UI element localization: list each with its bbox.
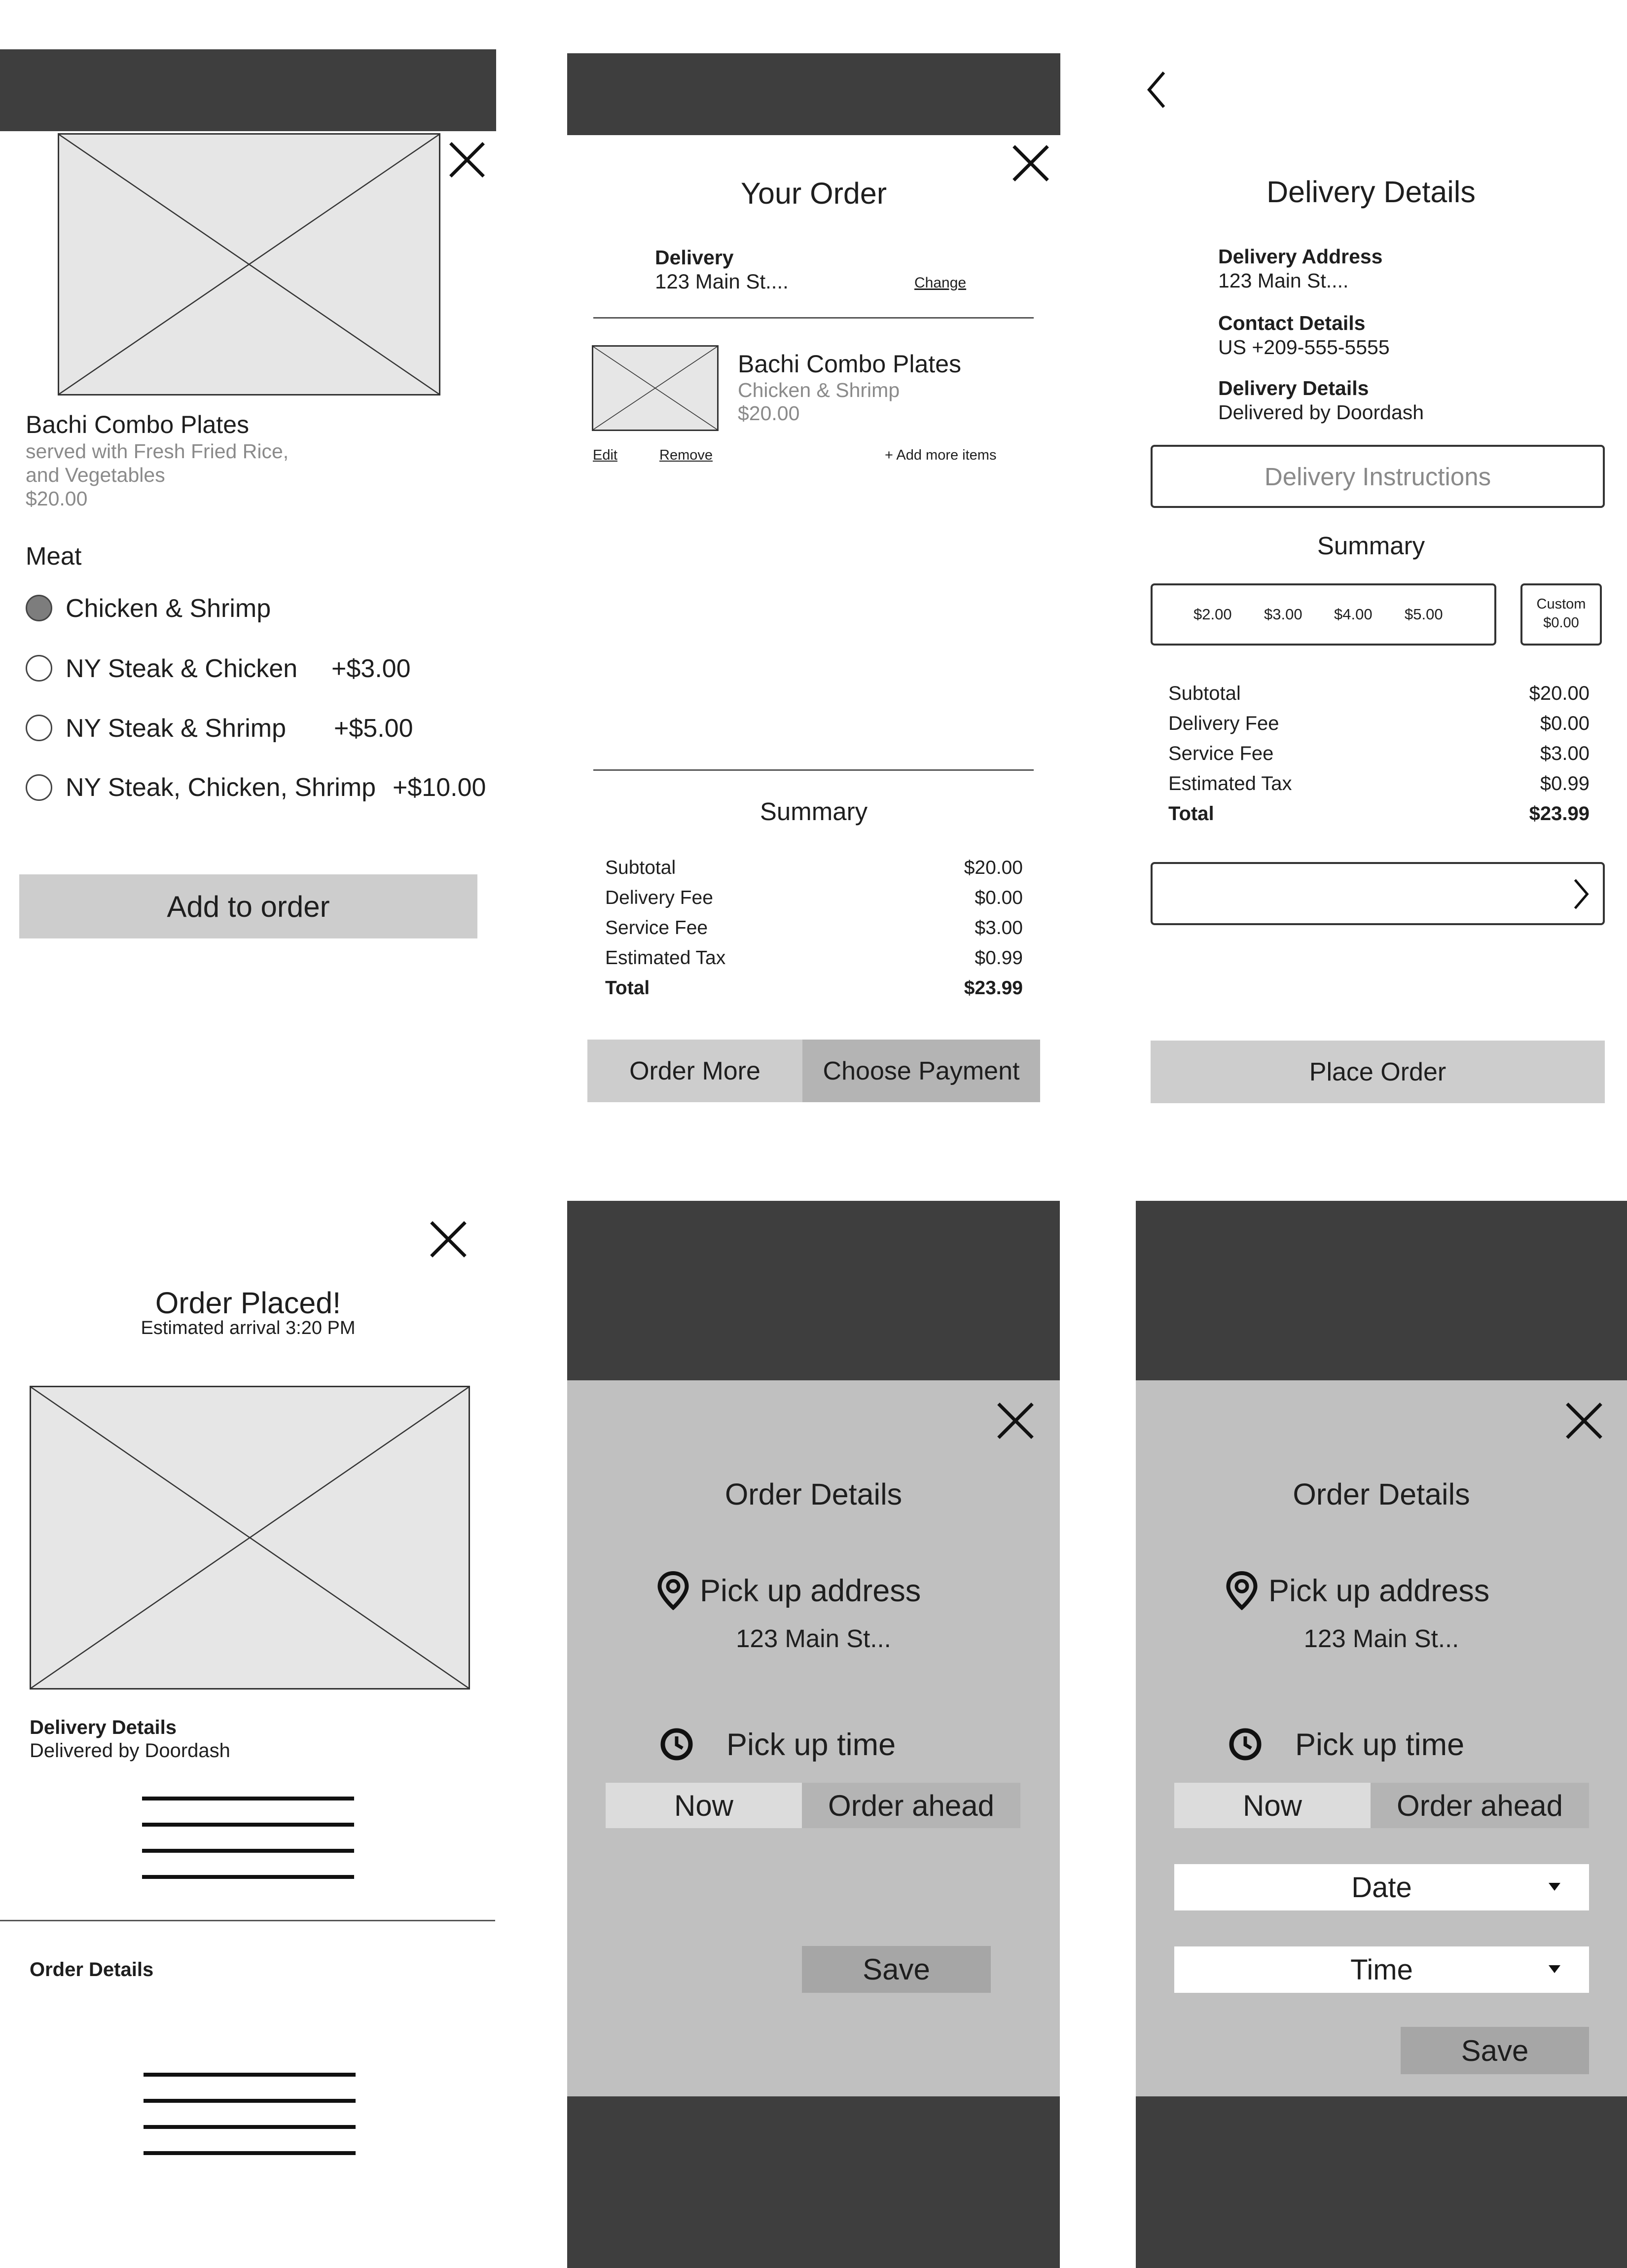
save-button[interactable] [802,1946,991,1993]
item-price: $20.00 [738,402,800,425]
details-label: Delivery Details [30,1717,177,1738]
dimmed-backdrop [567,2096,1060,2268]
summary-label: Estimated Tax [1168,773,1292,794]
summary-label: Subtotal [605,857,676,878]
product-description: and Vegetables [26,464,165,486]
page-title: Delivery Details [1266,175,1476,209]
pickup-time-label: Pick up time [1295,1728,1465,1762]
tab-now[interactable] [606,1783,802,1828]
radio-button[interactable] [26,595,52,621]
summary-total-label: Total [1168,803,1214,825]
summary-label: Subtotal [1168,683,1241,704]
tip-option[interactable]: $5.00 [1405,606,1443,623]
modal-title: Order Details [1293,1477,1470,1511]
summary-title: Summary [759,797,868,826]
location-pin-icon [656,1571,690,1610]
button-label: Order More [629,1056,760,1085]
tab-label: Now [1242,1789,1302,1822]
item-variant: Chicken & Shrimp [738,379,900,401]
dimmed-backdrop [1136,1201,1627,1380]
close-icon[interactable] [427,1218,470,1260]
delivery-instructions-input[interactable] [1151,445,1605,508]
address-label: Delivery Address [1218,245,1383,268]
summary-value: $0.00 [975,887,1023,908]
summary-title: Summary [1317,532,1425,560]
status-bar [567,53,1060,135]
dropdown-arrow-icon [1548,1883,1561,1891]
contact-phone: US +209-555-5555 [1218,336,1390,359]
clock-icon [1228,1727,1263,1762]
delivery-provider: Delivered by Doordash [1218,401,1424,424]
modal-title: Order Details [724,1477,903,1511]
time-select[interactable] [1174,1946,1589,1993]
tip-option[interactable]: $3.00 [1264,606,1302,623]
save-button[interactable] [1401,2027,1589,2074]
pickup-address-label: Pick up address [1268,1574,1490,1608]
custom-tip-label: Custom [1536,596,1586,612]
contact-label: Contact Details [1218,312,1366,334]
summary-total-value: $23.99 [1529,803,1590,825]
delivery-address: 123 Main St.... [655,270,789,293]
delivery-address: 123 Main St.... [1218,269,1349,292]
remove-link[interactable]: Remove [659,447,713,463]
summary-total-label: Total [605,977,650,999]
details-label: Delivery Details [1218,377,1369,399]
button-label: Add to order [167,890,330,923]
estimated-arrival: Estimated arrival 3:20 PM [141,1318,356,1338]
divider [593,769,1034,771]
tab-label: Now [674,1789,734,1822]
product-image-placeholder [58,133,440,396]
button-label: Save [863,1953,930,1986]
date-select[interactable] [1174,1864,1589,1910]
add-to-order-button[interactable] [19,874,477,938]
summary-value: $3.00 [1540,743,1590,764]
product-name: Bachi Combo Plates [26,411,250,438]
back-chevron-icon[interactable] [1144,70,1169,109]
status-bar [0,49,496,131]
summary-total-value: $23.99 [964,977,1023,999]
option-label: NY Steak & Chicken [66,654,298,683]
option-label: NY Steak & Shrimp [66,714,287,743]
item-image-placeholder [592,345,719,431]
pickup-address-label: Pick up address [700,1574,921,1608]
summary-value: $0.00 [1540,713,1590,734]
chevron-right-icon [1571,878,1591,910]
pickup-address: 123 Main St... [1303,1624,1459,1653]
custom-tip-value: $0.00 [1543,615,1579,631]
tab-label: Order ahead [828,1789,994,1822]
item-name: Bachi Combo Plates [738,350,962,378]
close-icon[interactable] [994,1400,1037,1442]
tab-order-ahead[interactable] [1371,1783,1589,1828]
select-value: Time [1350,1953,1413,1986]
pickup-time-label: Pick up time [726,1728,896,1762]
divider [593,317,1034,319]
radio-button[interactable] [26,715,52,741]
radio-button[interactable] [26,655,52,682]
tab-now[interactable] [1174,1783,1371,1828]
summary-value: $3.00 [975,917,1023,938]
button-label: Save [1461,2034,1529,2067]
summary-value: $0.99 [975,947,1023,969]
order-image-placeholder [30,1386,470,1690]
radio-button[interactable] [26,774,52,801]
page-title: Order Placed! [155,1286,341,1320]
option-label: Chicken & Shrimp [66,594,271,623]
page-title: Your Order [740,177,887,210]
summary-value: $20.00 [1529,683,1590,704]
tab-label: Order ahead [1397,1789,1563,1822]
tip-option[interactable]: $2.00 [1193,606,1232,623]
summary-label: Service Fee [1168,743,1274,764]
option-label: NY Steak, Chicken, Shrimp [66,773,376,802]
text-lines-placeholder [142,1797,354,1901]
summary-label: Service Fee [605,917,708,938]
custom-tip-button[interactable] [1520,583,1602,646]
delivery-provider: Delivered by Doordash [30,1740,230,1762]
divider [0,1920,495,1921]
choose-payment-button[interactable] [802,1040,1040,1102]
summary-label: Estimated Tax [605,947,726,969]
dropdown-arrow-icon [1548,1965,1561,1973]
add-more-items-link[interactable]: + Add more items [885,447,997,463]
button-label: Choose Payment [823,1056,1020,1085]
tip-option[interactable]: $4.00 [1334,606,1373,623]
close-icon[interactable] [1563,1400,1605,1442]
pickup-address: 123 Main St... [736,1624,891,1653]
button-label: Place Order [1309,1057,1446,1086]
input-placeholder: Delivery Instructions [1264,462,1491,491]
summary-value: $20.00 [964,857,1023,878]
close-icon[interactable] [446,139,488,180]
summary-value: $0.99 [1540,773,1590,794]
order-details-label: Order Details [30,1959,154,1980]
dimmed-backdrop [567,1201,1060,1380]
tab-order-ahead[interactable] [802,1783,1020,1828]
option-price: +$10.00 [393,773,486,802]
payment-method-row[interactable] [1151,862,1605,925]
summary-label: Delivery Fee [1168,713,1279,734]
dimmed-backdrop [1136,2096,1627,2268]
summary-label: Delivery Fee [605,887,713,908]
clock-icon [659,1727,694,1762]
text-lines-placeholder [144,2073,356,2177]
place-order-button[interactable] [1151,1041,1605,1103]
delivery-label: Delivery [655,246,734,269]
location-pin-icon [1225,1571,1259,1610]
order-more-button[interactable] [587,1040,802,1102]
option-price: +$5.00 [334,714,413,743]
product-description: served with Fresh Fried Rice, [26,440,289,463]
edit-link[interactable]: Edit [593,447,617,463]
select-value: Date [1351,1871,1412,1904]
section-label: Meat [26,542,82,570]
option-price: +$3.00 [331,654,411,683]
change-address-link[interactable]: Change [914,275,967,291]
product-price: $20.00 [26,487,88,510]
